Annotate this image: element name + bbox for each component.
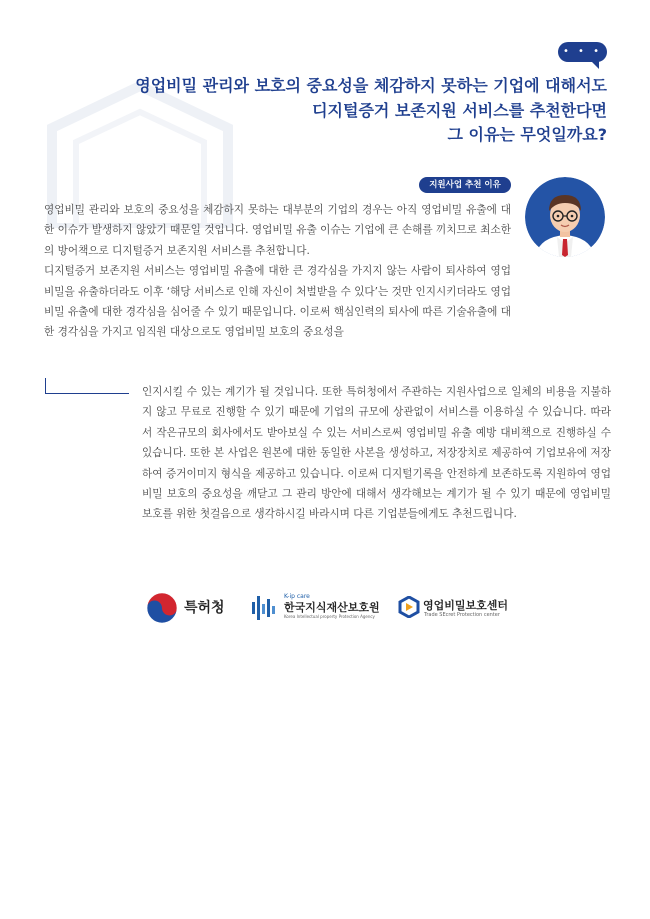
tspc-logo — [398, 590, 516, 624]
paragraph-2-text: 인지시킬 수 있는 계기가 될 것입니다. 또한 특허청에서 주관하는 지원사업으로 일체의 비용을 지불하지 않고 무료로 진행할 수 있기 때문에 기업의 규모에 상관없이 서비스를 이용하실 수 있습니다. 따라서 작은규모의 회사에서도 받아보실 수 있는 서비스로써 영업비밀 유출 예방 대비책으로 진행하실 수 있습니다. 또한 본 사업은 원본에 대한 동일한 사본을 생성하고, 저장장치로 제공하여 기업보유에 저장하여 증거이미지 형식을 제공하고 있습니다. 이로써 디지털기록을 안전하게 보존하도록 지원하여 영업비밀 보호의 중요성을 깨닫고 그 관리 방안에 대해서 생각해보는 계기가 될 수 있기 때문에 영업비밀 보호를 위한 첫걸음으로 생각하시길 바라시며 다른 기업분들에게도 추천드립니다. — [142, 386, 611, 521]
kipo-name: 특허청 — [184, 600, 225, 616]
kipa-name: 한국지식재산보호원 — [284, 601, 380, 614]
avatar — [525, 177, 605, 257]
kipo-logo — [146, 590, 236, 624]
tspc-hexagon-icon — [398, 596, 420, 618]
footer-logos — [146, 590, 516, 630]
recommendation-paragraph-1 — [44, 200, 511, 343]
page-heading — [107, 74, 607, 148]
kipa-small-label: K-ip care — [284, 593, 310, 600]
tspc-sub: Trade SEcret Protection center — [424, 612, 500, 618]
heading-line-3: 그 이유는 무엇일까요? — [447, 125, 607, 144]
speech-bubble-icon — [558, 42, 607, 62]
corner-line-divider — [45, 378, 129, 394]
paragraph-1-sentence-2: 디지털증거 보존지원 서비스는 영업비밀 유출에 대한 큰 경각심을 가지지 않는 사람이 퇴사하여 영업비밀을 유출하더라도 이후 ‘해당 서비스로 인해 자신이 처벌받을 수 있다’는 것만 인지시키더라도 영업비밀 유출에 대한 경각심을 심어줄 수 있기 때문입니다. 이로써 핵심인력의 퇴사에 따른 기술유출에 대한 경각심을 가지고 임직원 대상으로도 영업비밀 보호의 중요성을 — [44, 265, 511, 339]
taegeuk-icon — [146, 592, 178, 624]
heading-line-2: 디지털증거 보존지원 서비스를 추천한다면 — [312, 100, 607, 120]
tspc-name: 영업비밀보호센터 — [423, 599, 509, 612]
kipa-sub: Korea Intellectual property Protection Agency — [284, 614, 375, 619]
kipa-bars-icon — [252, 596, 280, 620]
heading-line-1: 영업비밀 관리와 보호의 중요성을 체감하지 못하는 기업에 대해서도 — [135, 76, 607, 95]
recommendation-reason-tag: 지원사업 추천 이유 — [419, 177, 511, 193]
kipa-logo — [252, 590, 382, 624]
bubble-dots: • • • — [562, 46, 603, 57]
paragraph-1-sentence-1: 영업비밀 관리와 보호의 중요성을 체감하지 못하는 대부분의 기업의 경우는 아직 영업비밀 유출에 대한 이슈가 발생하지 않았기 때문일 것입니다. 영업비밀 유출 이슈는 기업에 큰 손해를 끼치므로 최소한의 방어책으로 디지털증거 보존지원 서비스를 추천합니다. — [44, 204, 511, 257]
recommendation-paragraph-2 — [142, 382, 611, 525]
